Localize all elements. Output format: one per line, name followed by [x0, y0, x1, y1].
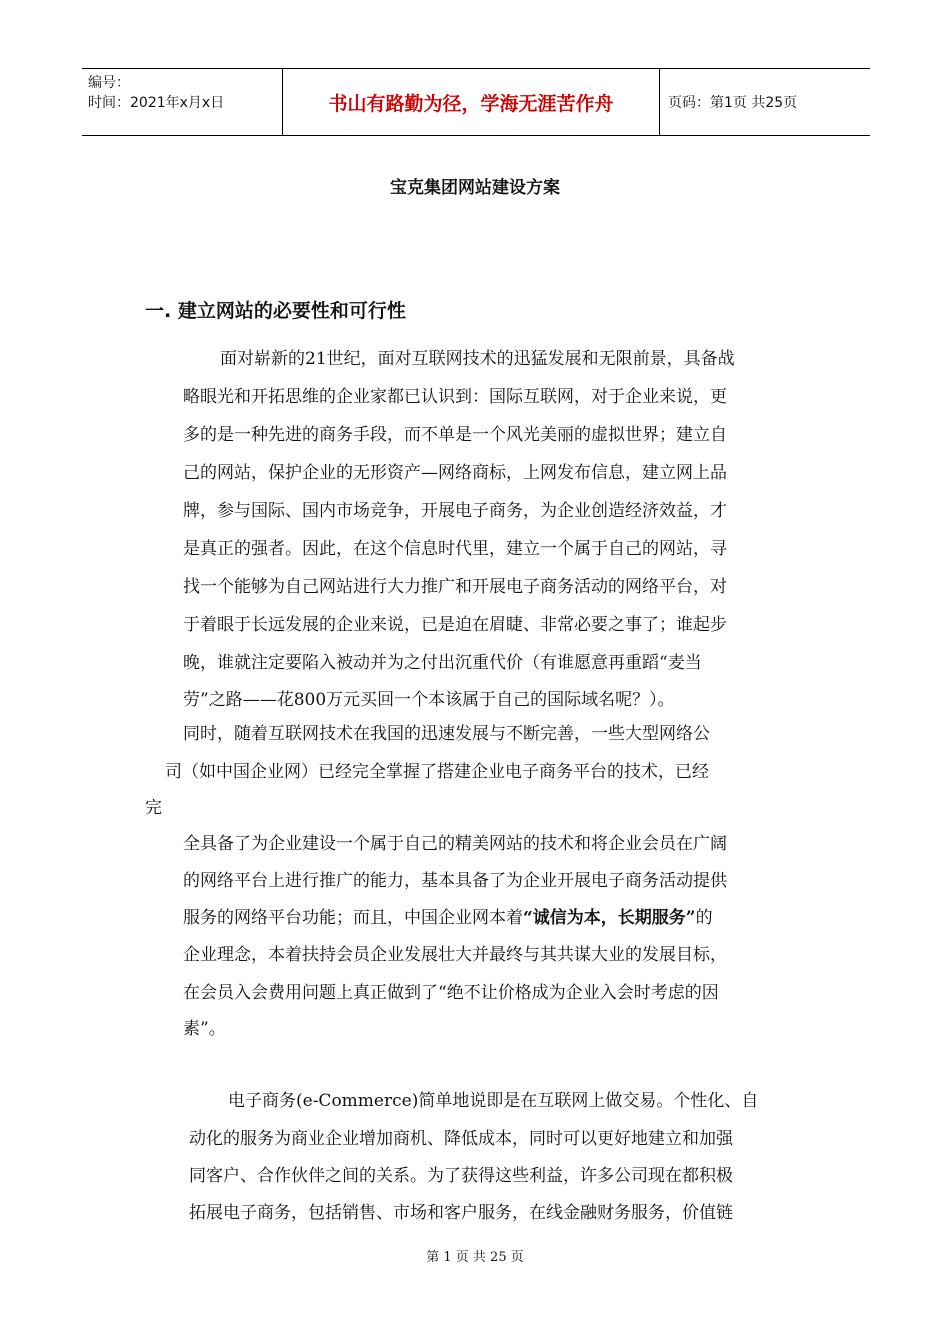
paragraph-line: 劳”之路——花800万元买回一个本该属于自己的国际域名呢？）。: [183, 690, 675, 710]
paragraph-line: 于着眼于长远发展的企业来说，已是迫在眉睫、非常必要之事了；谁起步: [183, 615, 727, 635]
paragraph-line: 牌，参与国际、国内市场竞争，开展电子商务，为企业创造经济效益，才: [183, 501, 727, 521]
paragraph-line: 拓展电子商务，包括销售、市场和客户服务，在线金融财务服务，价值链: [189, 1203, 733, 1223]
emphasis-text: “诚信为本，长期服务”: [523, 908, 696, 928]
paragraph-line: 同客户、合作伙伴之间的关系。为了获得这些利益，许多公司现在都积极: [189, 1166, 733, 1186]
paragraph-line: 企业理念，本着扶持会员企业发展壮大并最终与其共谋大业的发展目标，: [183, 945, 727, 965]
paragraph-line: 面对崭新的21世纪，面对互联网技术的迅猛发展和无限前景，具备战: [220, 349, 735, 369]
paragraph-line: 司（如中国企业网）已经完全掌握了搭建企业电子商务平台的技术，已经: [165, 762, 709, 782]
number-label: 编号：: [88, 75, 130, 91]
text-run: 服务的网络平台功能；而且，中国企业网本着: [183, 908, 523, 928]
paragraph-line: 动化的服务为商业企业增加商机、降低成本，同时可以更好地建立和加强: [189, 1129, 733, 1149]
paragraph-line: 素”。: [183, 1019, 226, 1039]
paragraph-line: 多的是一种先进的商务手段，而不单是一个风光美丽的虚拟世界；建立自: [183, 425, 727, 445]
time-label: 时间：2021年x月x日: [88, 95, 225, 111]
section-heading: 一. 建立网站的必要性和可行性: [145, 300, 406, 322]
header-meta: [82, 69, 282, 135]
paragraph-line: 己的网站，保护企业的无形资产—网络商标，上网发布信息，建立网上品: [183, 463, 727, 483]
paragraph-line: 在会员入会费用问题上真正做到了“绝不让价格成为企业入会时考虑的因: [183, 983, 719, 1003]
paragraph-line: [183, 906, 713, 930]
paragraph-line: 的网络平台上进行推广的能力，基本具备了为企业开展电子商务活动提供: [183, 871, 727, 891]
header-page-info: 页码：第1页 共25页: [668, 95, 798, 111]
page-footer: 第 1 页 共 25 页: [426, 1250, 524, 1265]
page-header: [82, 68, 870, 136]
paragraph-line: 完: [145, 798, 162, 818]
paragraph-line: 同时，随着互联网技术在我国的迅速发展与不断完善，一些大型网络公: [183, 724, 710, 744]
paragraph-line: 全具备了为企业建设一个属于自己的精美网站的技术和将企业会员在广阔: [183, 834, 727, 854]
paragraph-line: 找一个能够为自己网站进行大力推广和开展电子商务活动的网络平台，对: [183, 577, 727, 597]
paragraph-line: 电子商务(e-Commerce)简单地说即是在互联网上做交易。个性化、自: [228, 1091, 759, 1111]
document-title: 宝克集团网站建设方案: [390, 178, 560, 198]
paragraph-line: 略眼光和开拓思维的企业家都已认识到：国际互联网，对于企业来说，更: [183, 387, 727, 407]
text-run: 的: [695, 908, 713, 928]
paragraph-line: 是真正的强者。因此，在这个信息时代里，建立一个属于自己的网站，寻: [183, 539, 727, 559]
paragraph-line: 晚，谁就注定要陷入被动并为之付出沉重代价（有谁愿意再重蹈“麦当: [183, 653, 702, 673]
header-motto: 书山有路勤为径，学海无涯苦作舟: [282, 69, 660, 135]
